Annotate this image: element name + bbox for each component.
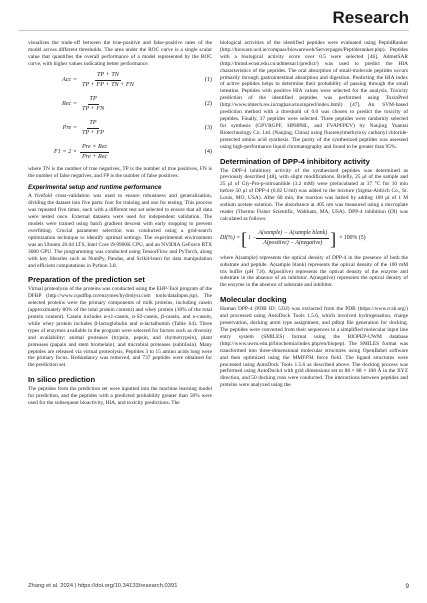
- paragraph: The DPP-4 inhibitory activity of the synthesized peptides was determined as previously described [48], with slight modifications. Briefly, 25 μl of the sample and 25 μl of Gly-Pro-p-nitroanilide (3.2 mM) were preincubated at 37 °C for 10 min before 50 μl of DPP-4 (0.02 U/ml) was added to the mixture (Sigma-Aldrich Co., St. Louis, MO, USA). After 60 min, the reaction was halted by adding 100 μl of 1 M sodium acetate solution. The absorbance at 405 nm was measured using a microplate reader (Thermo Fisher Scientific, Waltham, MA, USA). DPP-4 inhibition (DI) was calculated as follows:: [220, 167, 408, 222]
- equation-dpp4-inhibition: DI(%) = [ 1 − $\frac{\text{A(sample) − A(sample blank)}}{\text{A(positive) − A(negative)}}$ ] × 100% (5): [220, 228, 366, 249]
- section-heading: Preparation of the prediction set: [28, 275, 145, 285]
- citation-doi[interactable]: Zhang et al. 2024 | https://doi.org/10.34133/research.0391: [28, 583, 178, 589]
- left-column: [28, 40, 212, 409]
- section-heading: Molecular docking: [220, 295, 287, 305]
- header-divider: [18, 30, 409, 31]
- paragraph: A fivefold cross-validation was used to ensure robustness and generalization, dividing the dataset into five parts: four for training and one for testing. This process was repeated five times, each with a different test set selected to ensure that all data were tested once. External datasets were used for independent validation. The models were trained using batch gradient descent with early stopping to prevent overfitting. Crucial parameter selection was conducted using a grid-search optimization technique to identify optimal settings. The experimental environment was an Ubuntu 20.04 LTS, Intel Core i9-9900K CPU, and an NVIDIA GeForce RTX 3080 GPU. The programming was conducted using TensorFlow and PyTorch, along with key libraries such as NumPy, Pandas, and Scikit-learn for data manipulation and efficient computations in Python 3.8.: [28, 193, 212, 269]
- page-footer: [28, 583, 409, 593]
- right-column: [220, 40, 408, 391]
- section-heading: In silico prediction: [28, 375, 96, 385]
- equation-accuracy: Acc = $\frac{TP + TN}{TP + FP + TN + FN}$ (1): [62, 71, 212, 89]
- section-heading: Experimental setup and runtime performance: [28, 184, 162, 192]
- paragraph: visualizes the trade-off between the true-positive and false-positive rates of the model across different thresholds. The area under the ROC curve is a single scalar value that quantifies the overall performance of a model represented by the ROC curve, with higher values indicating better performance.: [28, 40, 212, 67]
- journal-title: Research: [332, 8, 409, 27]
- equation-recall: Rec = $\frac{TP}{TP + FN}$ (2): [62, 95, 212, 113]
- paragraph: Virtual proteolysis of the proteins was conducted using the EHP-Tool program of the DFBP (http://www.cqudfbp.cn/enzymes/hydrolysi.com tools/dataInput.jsp). The selected proteins were the primary components of milk proteins, including casein (approximately 80% of the total protein content) and whey protein (18% of the total protein content). Casein includes α-s1-casein, α-S2-casein, β-casein, and κ-casein, while whey protein includes β-lactoglobulin and α-lactalbumin (Table S4). Three types of enzymes available in the program were selected for factors such as diversity and availability: animal proteases (trypsin, pepsin, and chymotrypsin), plant proteases (papain and stem bromelain), and microbial proteases (subtilisin). Many peptides are released via virtual proteolysis. Peptides 3 to 15 amino acids long were the primary focus. Redundancy was removed, and 737 peptides were obtained for the prediction set.: [28, 286, 212, 369]
- paragraph: biological activities of the identified peptides were evaluated using PeptidRanker (http://bioware.ucd.ie/compass/biowareweb/Serverpages/Peptideranker.php). Peptides with a biological activity score over 0.5 were selected [46]. AdmetSAR (http://lmmd.ecust.edu.cn/admetsar1/predict/) was used to predict the HIA characteristics of the peptides. The oral absorption of small-molecule peptides occurs primarily through gastrointestinal absorption and digestion. Predicting the HIA index of active peptides helps to determine their probability of passing through the small intestine. Peptides with positive HIA values were selected for the analysis. Toxicity prediction of the identified peptides was performed using ToxinPred (http://www.imtech.res.in/raghava/toxinpred/index.html) [47]. An SVM-based prediction method with a threshold of 0.0 was chosen to predict the toxicity of peptides. Finally, 37 peptides were selected. Three peptides were randomly selected for synthesis (GPVRGPF, HPHPHL, and FVAPFPEV) by Nanjing Yuantai Biotechnology Co. Ltd. (Nanjing, China) using fluorenylmethyloxy carbonyl chloride-protected amino acid synthesis. The purity of the synthesized peptides was assessed using high-performance liquid chromatography and found to be greater than 95%.: [220, 40, 408, 150]
- section-heading: Determination of DPP-4 inhibitory activity: [220, 156, 370, 166]
- equation-f1: F1 = 2 × $\frac{\text{Pre × Rec}}{\text{Pre + Rec}}$ (4): [54, 143, 212, 161]
- paragraph: The peptides from the prediction set were inputted into the machine learning model for prediction, and the peptides with a predicted probability greater than 50% were used for the subsequent bioactivity, HIA, and toxicity predictions. The: [28, 386, 212, 407]
- paragraph: Human DPP-4 (PDB ID: 5J3J) was extracted from the PDB (https://www.rcsb.org/) and processed using AutoDock Tools 1.5.6, which involved hydrogenation, charge preservation, docking atom type assignment, and pdbqt file generation for docking. The peptides were converted from their sequences to a simplified molecular input line entry system (SMILES) format using the BIOPEP-UWM database (http://www.uwm.edu.pl/biochemia/index.php/en/biopep). The SMILES format was transformed into three-dimensional molecular structures using OpenBabel software and then optimized using the MMFF94 force field. The ligand structures were processed using AutoDock Tools 1.5.6 as described above. The docking process was performed using AutoDock4 with grid dimensions set to 88 × 88 × 108 Å in the XYZ direction, and 50 docking runs were conducted. The interactions between peptides and proteins were analyzed using the: [220, 306, 408, 389]
- paragraph: where TN is the number of true negatives, TP is the number of true positives, FN is the number of false negatives, and FP is the number of false positives.: [28, 165, 212, 179]
- paragraph: where A(sample) represents the optical density of DPP-4 in the presence of both the substrate and peptide. A(sample blank) represents the optical density of the 100 mM tris buffer (pH 7.8). A(positive) represents the optical density of the enzyme and substrate in the absence of an inhibitor. A(negative) represents the optical density of the enzyme in the absence of substrate and inhibitor.: [220, 254, 408, 289]
- page-number: 9: [405, 583, 409, 590]
- page-header: [0, 0, 427, 34]
- equation-precision: Pre = $\frac{TP}{TP + FP}$ (3): [62, 119, 212, 137]
